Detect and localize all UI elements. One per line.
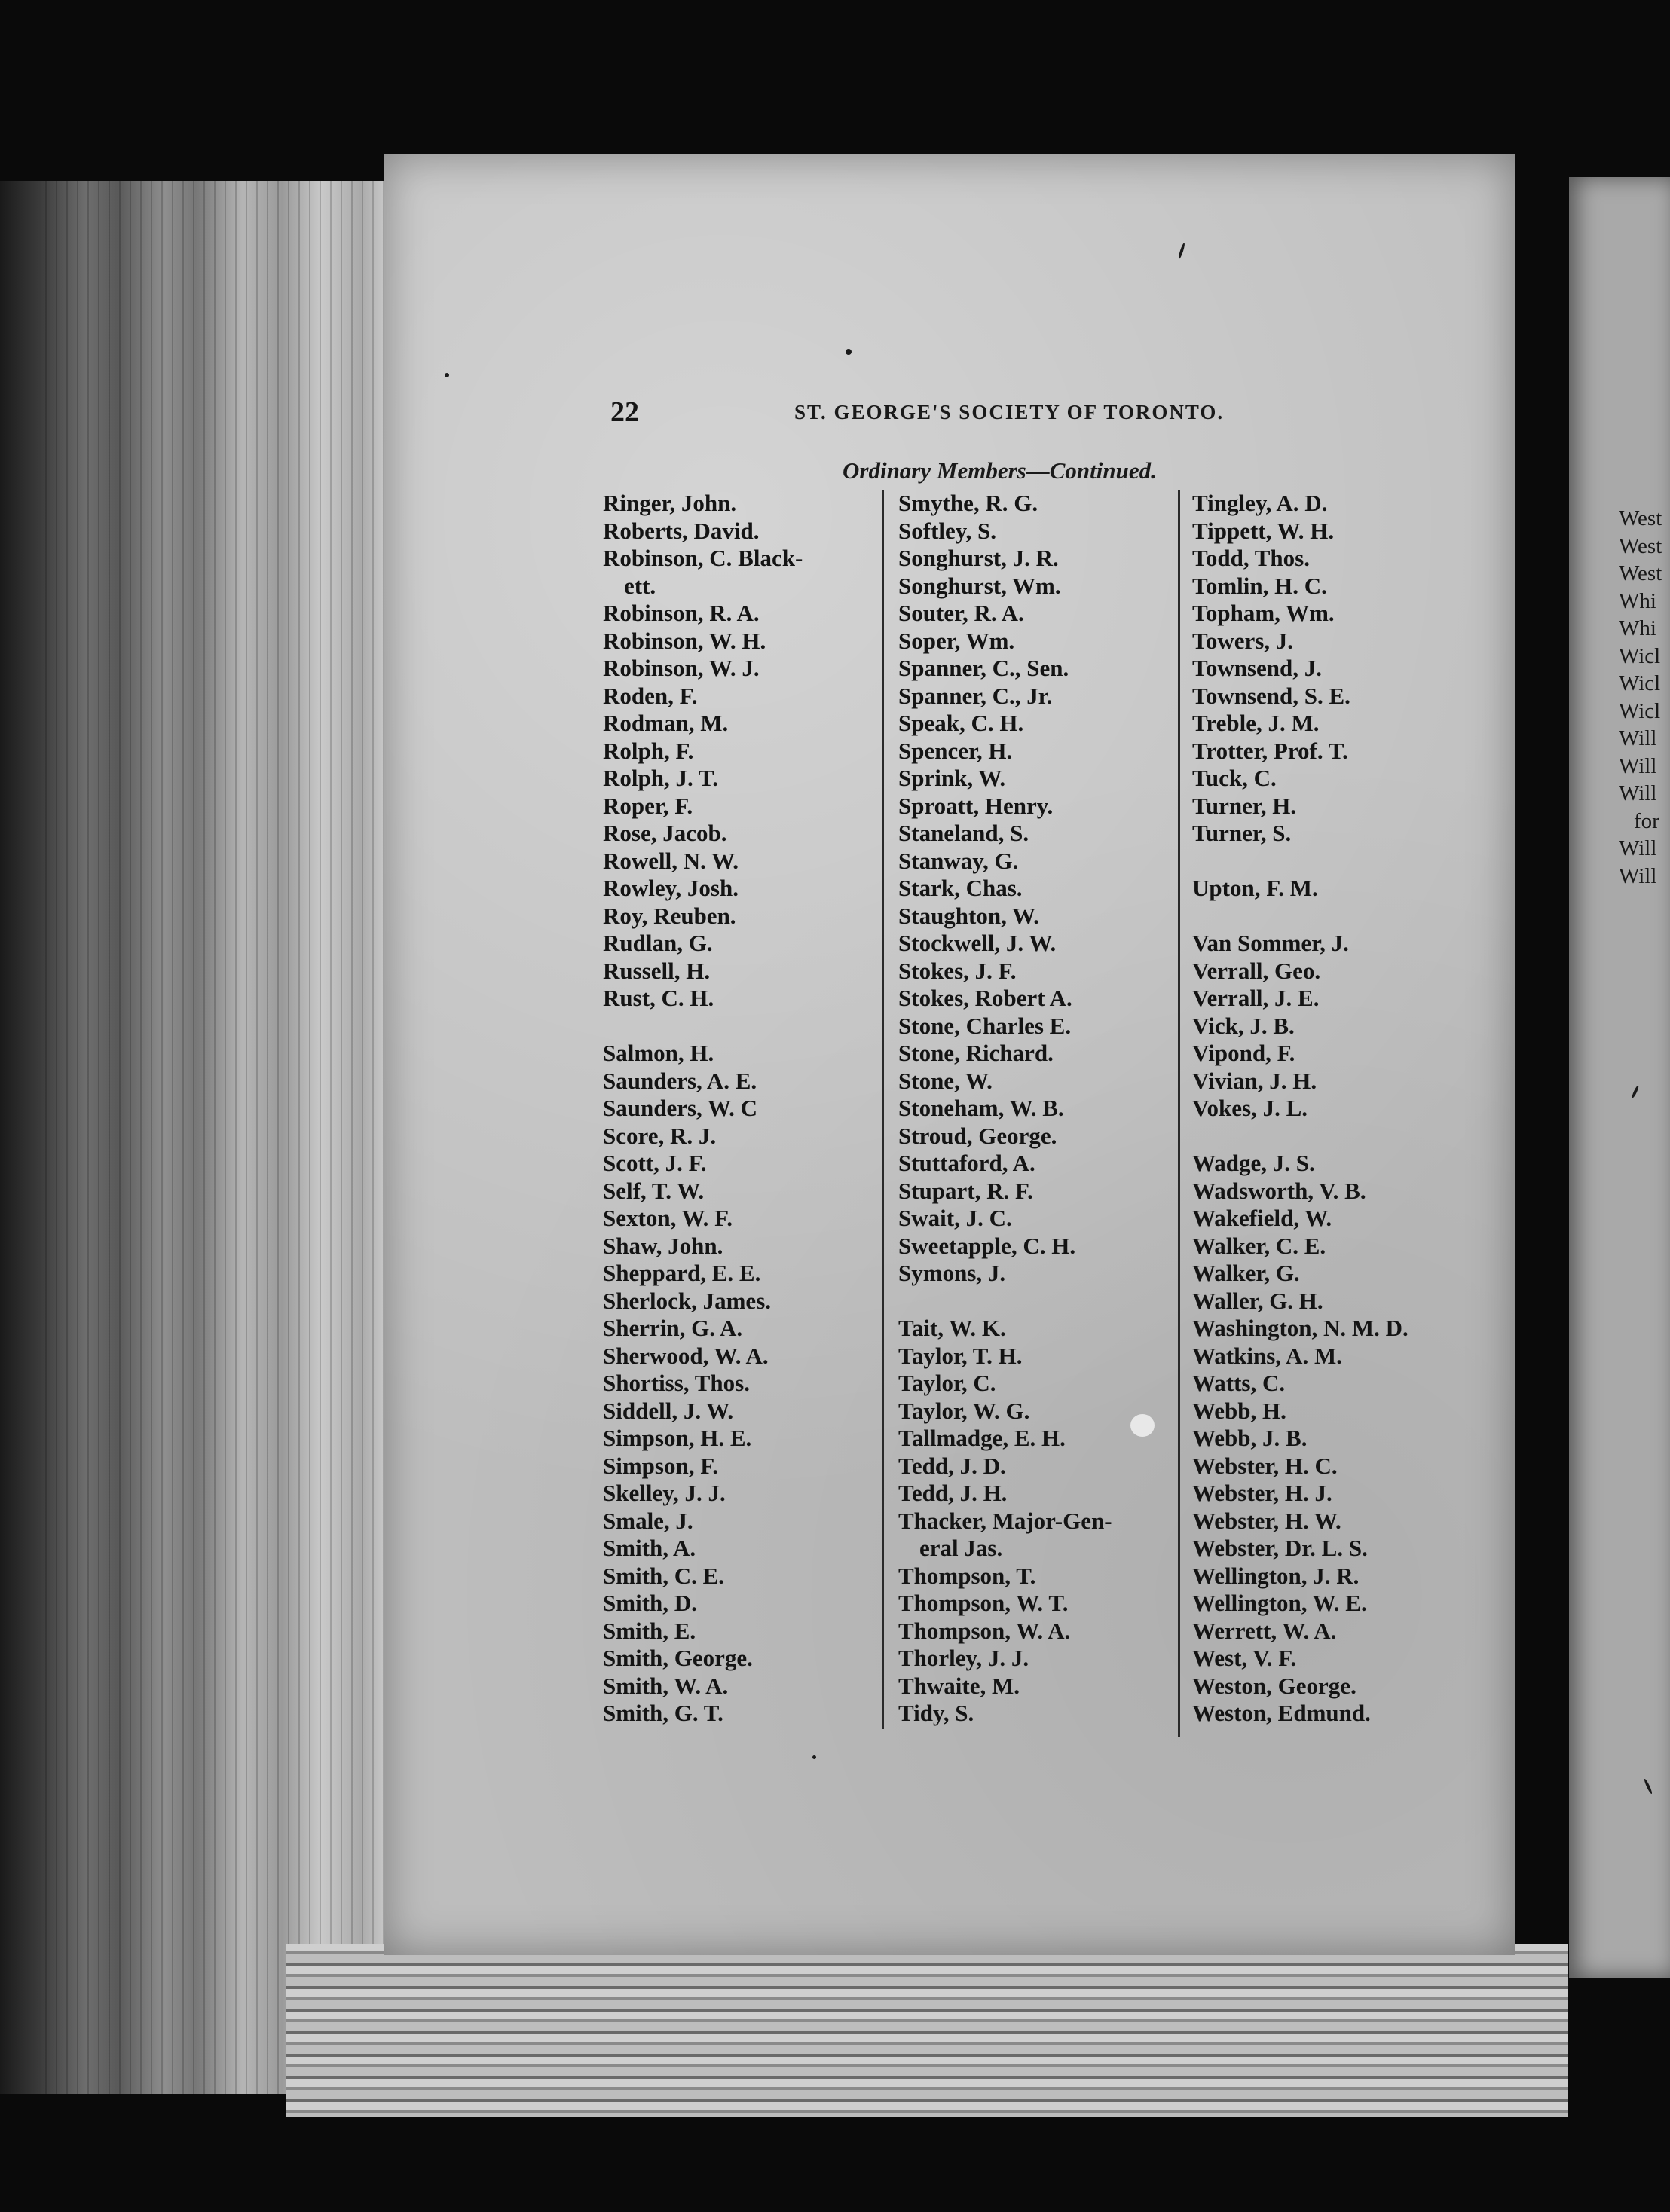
facing-page (1569, 177, 1670, 1978)
member-entry: Rowley, Josh. (603, 875, 739, 901)
scan-speck (812, 1755, 816, 1759)
scan-speck (1130, 1414, 1155, 1437)
member-entry: Stokes, J. F. (898, 957, 1017, 984)
member-column-2 (898, 490, 1112, 1728)
member-entry: Tait, W. K. (898, 1315, 1006, 1341)
member-entry: Watkins, A. M. (1192, 1342, 1342, 1369)
member-entry: Vivian, J. H. (1192, 1067, 1317, 1094)
member-entry: Turner, H. (1192, 792, 1297, 819)
facing-page-fragment: Wicl (1619, 698, 1661, 723)
member-entry: Stone, Richard. (898, 1040, 1054, 1066)
member-entry: Self, T. W. (603, 1177, 705, 1204)
facing-page-fragment: Will (1619, 726, 1657, 750)
member-entry: Van Sommer, J. (1192, 930, 1349, 956)
member-entry: Wakefield, W. (1192, 1205, 1332, 1231)
member-entry: Songhurst, J. R. (898, 545, 1059, 571)
member-entry: Rodman, M. (603, 710, 729, 736)
member-entry: Scott, J. F. (603, 1150, 707, 1176)
facing-page-fragment: West (1619, 561, 1662, 585)
section-heading: Ordinary Members—Continued. (843, 457, 1157, 484)
member-entry: Rolph, F. (603, 737, 694, 764)
member-entry: Webb, H. (1192, 1397, 1286, 1424)
member-entry: Webster, Dr. L. S. (1192, 1535, 1368, 1561)
member-entry: Wellington, W. E. (1192, 1590, 1367, 1616)
member-entry: Wadge, J. S. (1192, 1150, 1315, 1176)
member-entry: Upton, F. M. (1192, 875, 1318, 901)
member-entry: West, V. F. (1192, 1645, 1297, 1671)
member-entry: Thorley, J. J. (898, 1645, 1029, 1671)
member-entry: Salmon, H. (603, 1040, 714, 1066)
scan-speck (445, 373, 449, 377)
member-entry: Rose, Jacob. (603, 820, 727, 846)
member-entry: Skelley, J. J. (603, 1480, 726, 1506)
book-page-edge-lines (45, 181, 392, 2094)
member-entry: Simpson, H. E. (603, 1425, 752, 1451)
member-entry: Shaw, John. (603, 1232, 723, 1259)
member-entry: Rudlan, G. (603, 930, 713, 956)
blank-line (1192, 1123, 1408, 1150)
member-entry: Wadsworth, V. B. (1192, 1177, 1366, 1204)
running-head: ST. GEORGE'S SOCIETY OF TORONTO. (794, 401, 1225, 423)
member-entry: Townsend, J. (1192, 655, 1323, 681)
member-entry: Topham, Wm. (1192, 600, 1335, 626)
member-entry: Souter, R. A. (898, 600, 1024, 626)
member-entry: Shortiss, Thos. (603, 1370, 750, 1396)
member-entry: Robinson, W. H. (603, 627, 766, 654)
member-entry: Stark, Chas. (898, 875, 1023, 901)
member-entry: Trotter, Prof. T. (1192, 737, 1348, 764)
member-entry: Turner, S. (1192, 820, 1292, 846)
member-entry: Walker, C. E. (1192, 1232, 1326, 1259)
member-entry: Wellington, J. R. (1192, 1562, 1360, 1589)
member-entry: Smith, E. (603, 1617, 696, 1644)
member-entry: Webster, H. C. (1192, 1452, 1338, 1479)
member-entry: Webster, H. W. (1192, 1507, 1341, 1534)
member-entry: Staneland, S. (898, 820, 1029, 846)
facing-page-fragment: West (1619, 506, 1662, 530)
member-entry: Speak, C. H. (898, 710, 1024, 736)
book-bottom-edges (286, 1944, 1568, 2117)
facing-page-fragment: Will (1619, 781, 1657, 805)
member-column-1 (603, 490, 803, 1728)
member-entry: Vipond, F. (1192, 1040, 1295, 1066)
member-entry: Thompson, W. T. (898, 1590, 1069, 1616)
member-entry: eral Jas. (919, 1535, 1003, 1561)
member-entry: Werrett, W. A. (1192, 1617, 1337, 1644)
member-entry: Songhurst, Wm. (898, 572, 1061, 599)
facing-page-fragment: for (1634, 808, 1659, 833)
facing-page-fragment: West (1619, 533, 1662, 558)
member-entry: Symons, J. (898, 1260, 1006, 1286)
member-entry: Stone, W. (898, 1067, 993, 1094)
member-entry: Spencer, H. (898, 737, 1013, 764)
member-entry: Thompson, W. A. (898, 1617, 1071, 1644)
member-entry: Sprink, W. (898, 765, 1006, 791)
member-entry: Tuck, C. (1192, 765, 1277, 791)
member-entry: Soper, Wm. (898, 627, 1015, 654)
member-entry: Staughton, W. (898, 902, 1039, 929)
member-entry: Watts, C. (1192, 1370, 1286, 1396)
member-entry: Townsend, S. E. (1192, 682, 1350, 709)
member-column-3 (1192, 490, 1408, 1728)
member-entry: Stuttaford, A. (898, 1150, 1035, 1176)
member-entry: Taylor, T. H. (898, 1342, 1023, 1369)
member-entry: Towers, J. (1192, 627, 1294, 654)
blank-line (1192, 903, 1408, 930)
member-entry: Smith, A. (603, 1535, 696, 1561)
member-entry: Vokes, J. L. (1192, 1095, 1308, 1121)
member-entry: Saunders, A. E. (603, 1067, 757, 1094)
member-entry: Sherlock, James. (603, 1287, 772, 1314)
member-entry: Taylor, C. (898, 1370, 996, 1396)
member-entry: Treble, J. M. (1192, 710, 1320, 736)
member-entry: Spanner, C., Jr. (898, 682, 1053, 709)
member-entry: Tedd, J. D. (898, 1452, 1006, 1479)
member-entry: Smith, G. T. (603, 1700, 723, 1726)
member-entry: Stone, Charles E. (898, 1012, 1072, 1039)
member-entry: Thompson, T. (898, 1562, 1036, 1589)
facing-page-fragments (1619, 505, 1662, 890)
member-entry: Weston, George. (1192, 1672, 1356, 1699)
member-entry: Smith, W. A. (603, 1672, 729, 1699)
member-entry: Thwaite, M. (898, 1672, 1020, 1699)
member-entry: Webb, J. B. (1192, 1425, 1308, 1451)
member-entry: Swait, J. C. (898, 1205, 1012, 1231)
member-entry: Taylor, W. G. (898, 1397, 1030, 1424)
scan-speck (846, 349, 852, 355)
member-entry: Rolph, J. T. (603, 765, 719, 791)
member-entry: Sproatt, Henry. (898, 792, 1054, 819)
facing-page-fragment: Whi (1619, 616, 1656, 640)
member-entry: Walker, G. (1192, 1260, 1300, 1286)
member-entry: Smythe, R. G. (898, 490, 1038, 516)
member-entry: Sheppard, E. E. (603, 1260, 761, 1286)
member-entry: Smith, George. (603, 1645, 753, 1671)
facing-page-fragment: Wicl (1619, 643, 1661, 668)
member-entry: Stokes, Robert A. (898, 985, 1072, 1011)
member-entry: Smith, C. E. (603, 1562, 725, 1589)
member-entry: Simpson, F. (603, 1452, 719, 1479)
facing-page-fragment: Will (1619, 863, 1657, 888)
member-entry: Stockwell, J. W. (898, 930, 1057, 956)
member-entry: Spanner, C., Sen. (898, 655, 1069, 681)
member-entry: Vick, J. B. (1192, 1012, 1295, 1039)
facing-page-fragment: Wicl (1619, 671, 1661, 695)
page-number: 22 (610, 396, 639, 428)
member-entry: Weston, Edmund. (1192, 1700, 1371, 1726)
member-entry: Tippett, W. H. (1192, 517, 1335, 544)
member-entry: Roper, F. (603, 792, 693, 819)
member-entry: Smith, D. (603, 1590, 697, 1616)
member-entry: Roy, Reuben. (603, 902, 736, 929)
member-entry: Sherrin, G. A. (603, 1315, 743, 1341)
member-entry: Tidy, S. (898, 1700, 974, 1726)
member-entry: Sweetapple, C. H. (898, 1232, 1076, 1259)
facing-page-fragment: Will (1619, 836, 1657, 860)
member-entry: Stroud, George. (898, 1122, 1057, 1149)
member-entry: Ringer, John. (603, 490, 737, 516)
member-entry: Verrall, Geo. (1192, 957, 1321, 984)
member-entry: Thacker, Major-Gen- (898, 1507, 1112, 1534)
member-entry: Tedd, J. H. (898, 1480, 1008, 1506)
blank-line (1192, 848, 1408, 875)
blank-line (898, 1288, 1112, 1315)
member-entry: Rust, C. H. (603, 985, 714, 1011)
member-entry: Smale, J. (603, 1507, 693, 1534)
member-entry: Washington, N. M. D. (1192, 1315, 1408, 1341)
member-entry: Siddell, J. W. (603, 1397, 734, 1424)
facing-page-fragment: Whi (1619, 588, 1656, 613)
member-entry: Sexton, W. F. (603, 1205, 733, 1231)
member-entry: Sherwood, W. A. (603, 1342, 769, 1369)
member-entry: Tingley, A. D. (1192, 490, 1328, 516)
member-entry: Robinson, R. A. (603, 600, 760, 626)
member-entry: Softley, S. (898, 517, 997, 544)
member-entry: Todd, Thos. (1192, 545, 1310, 571)
member-entry: Score, R. J. (603, 1122, 717, 1149)
member-entry: ett. (624, 572, 656, 599)
member-entry: Roden, F. (603, 682, 698, 709)
member-entry: Robinson, C. Black- (603, 545, 803, 571)
blank-line (603, 1013, 803, 1040)
column-divider (882, 490, 884, 1729)
member-entry: Stoneham, W. B. (898, 1095, 1064, 1121)
column-divider (1178, 490, 1180, 1737)
member-entry: Stanway, G. (898, 847, 1019, 874)
member-entry: Roberts, David. (603, 517, 760, 544)
member-entry: Tallmadge, E. H. (898, 1425, 1066, 1451)
facing-page-fragment: Will (1619, 753, 1657, 778)
member-entry: Rowell, N. W. (603, 847, 739, 874)
member-entry: Webster, H. J. (1192, 1480, 1332, 1506)
member-entry: Waller, G. H. (1192, 1287, 1323, 1314)
member-entry: Stupart, R. F. (898, 1177, 1033, 1204)
member-entry: Verrall, J. E. (1192, 985, 1320, 1011)
member-entry: Robinson, W. J. (603, 655, 760, 681)
member-entry: Russell, H. (603, 957, 711, 984)
member-entry: Tomlin, H. C. (1192, 572, 1327, 599)
member-entry: Saunders, W. C (603, 1095, 758, 1121)
